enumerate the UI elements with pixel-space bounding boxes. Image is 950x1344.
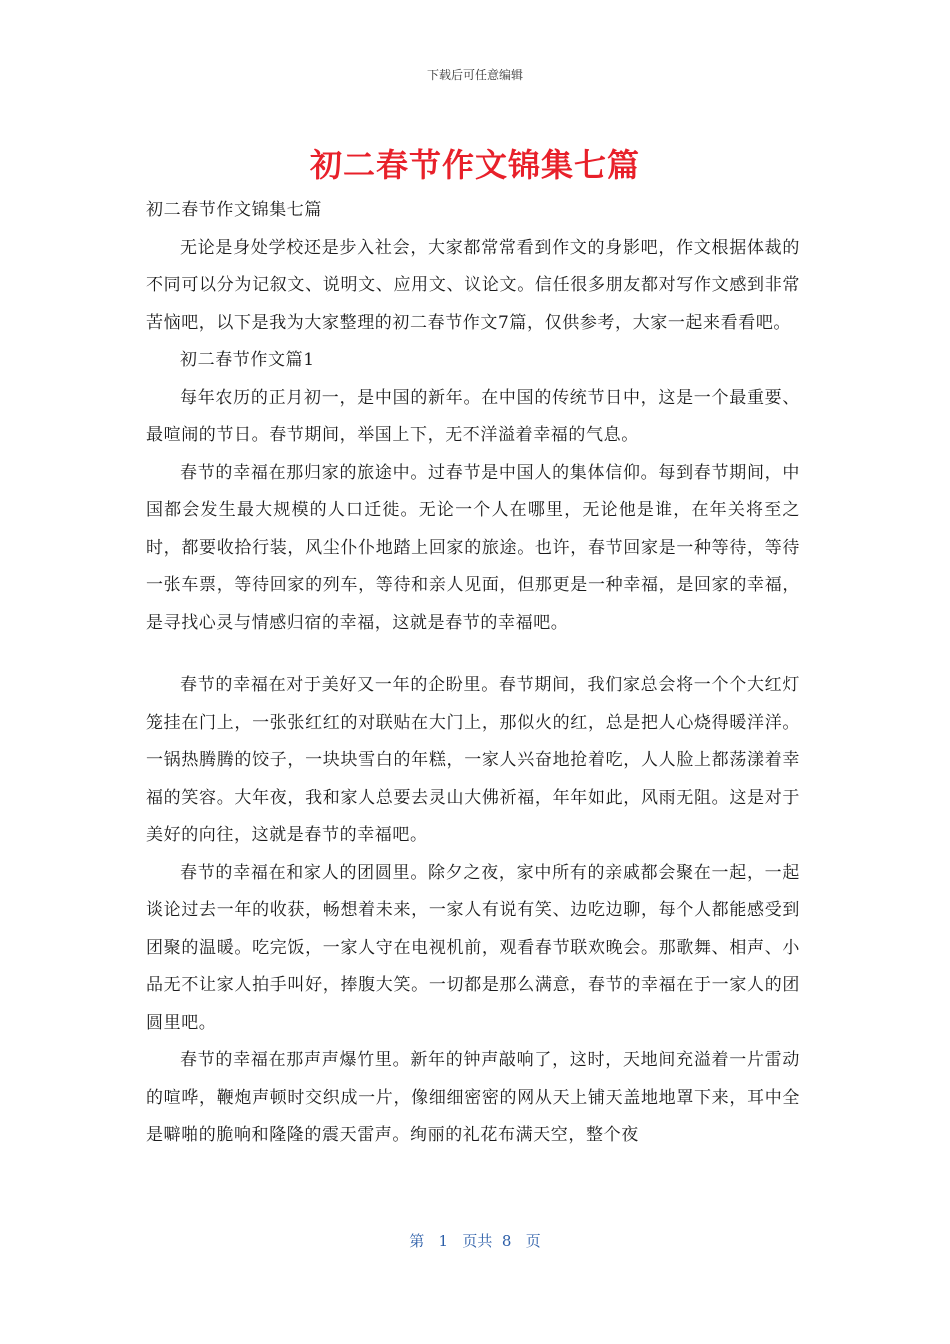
intro-paragraph: 无论是身处学校还是步入社会，大家都常常看到作文的身影吧，作文根据体裁的不同可以分为记叙文、说明文、应用文、议论文。信任很多朋友都对写作文感到非常苦恼吧，以下是我为大家整理的初二春节作文7篇，仅供参考，大家一起来看看吧。 [146, 237, 800, 333]
header-note: 下载后可任意编辑 [426, 68, 523, 82]
document-title: 初二春节作文锦集七篇 [309, 146, 640, 184]
body-paragraph: 春节的幸福在和家人的团圆里。除夕之夜，家中所有的亲戚都会聚在一起，一起谈论过去一年的收获，畅想着未来，一家人有说有笑、边吃边聊，每个人都能感受到团聚的温暖。吃完饭，一家人守在电视机前，观看春节联欢晚会。那歌舞、相声、小品无不让家人拍手叫好，捧腹大笑。一切都是那么满意，春节的幸福在于一家人的团圆里吧。 [146, 862, 800, 1033]
body-paragraph: 春节的幸福在那声声爆竹里。新年的钟声敲响了，这时，天地间充溢着一片雷动的喧哗，鞭炮声顿时交织成一片，像细细密密的网从天上铺天盖地地罩下来，耳中全是噼啪的脆响和隆隆的震天雷声。绚丽的礼花布满天空，整个夜 [146, 1050, 800, 1145]
body-paragraph: 春节的幸福在那归家的旅途中。过春节是中国人的集体信仰。每到春节期间，中国都会发生最大规模的人口迁徙。无论一个人在哪里，无论他是谁，在年关将至之时，都要收拾行装，风尘仆仆地踏上回家的旅途。也许，春节回家是一种等待，等待一张车票，等待回家的列车，等待和亲人见面，但那更是一种幸福，是回家的幸福，是寻找心灵与情感归宿的幸福，这就是春节的幸福吧。 [146, 462, 800, 633]
body-paragraph: 春节的幸福在对于美好又一年的企盼里。春节期间，我们家总会将一个个大红灯笼挂在门上，一张张红红的对联贴在大门上，那似火的红，总是把人心烧得暖洋洋。一锅热腾腾的饺子，一块块雪白的年糕，一家人兴奋地抢着吃，人人脸上都荡漾着幸福的笑容。大年夜，我和家人总要去灵山大佛祈福，年年如此，风雨无阻。这是对于美好的向往，这就是春节的幸福吧。 [146, 675, 800, 845]
subtitle-paragraph: 初二春节作文锦集七篇 [146, 200, 322, 220]
essay-heading: 初二春节作文篇1 [180, 350, 315, 370]
body-paragraph: 每年农历的正月初一，是中国的新年。在中国的传统节日中，这是一个最重要、最喧闹的节日。春节期间，举国上下，无不洋溢着幸福的气息。 [146, 387, 800, 445]
page-number-footer: 第 1 页共 8 页 [409, 1232, 541, 1250]
document-body [146, 192, 800, 1155]
